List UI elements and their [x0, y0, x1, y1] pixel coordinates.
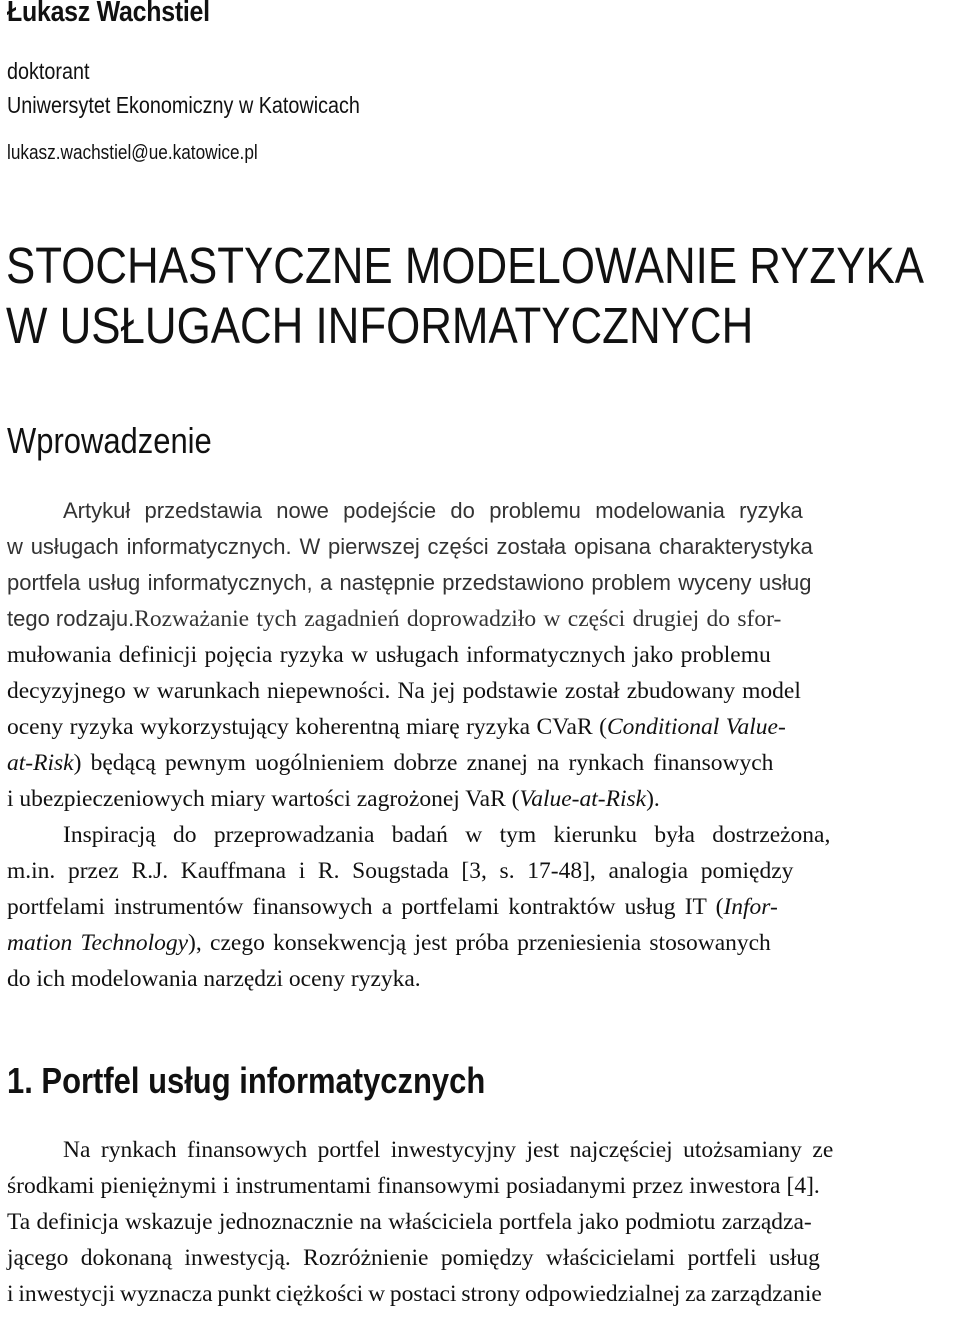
section-1-text-line: Na rynkach finansowych portfel inwestycyjny jest najczęściej utożsamiany ze — [63, 1137, 834, 1163]
section-1-text-line: Ta definicja wskazuje jednoznacznie na właściciela portfela jako podmiotu zarządza- — [7, 1209, 812, 1235]
article-title-line-2: W USŁUGACH INFORMATYCZNYCH — [6, 297, 754, 354]
intro-heading: Wprowadzenie — [7, 420, 212, 461]
intro-text-line: tego rodzaju. — [7, 606, 135, 631]
section-1-text-line: środkami pieniężnymi i instrumentami finansowymi posiadanymi przez inwestora [4]. — [7, 1173, 820, 1199]
intro-text-line: mation Technology), czego konsekwencją jest próba przeniesienia stosowanych — [7, 930, 771, 956]
intro-text-line: at-Risk) będącą pewnym uogólnieniem dobrze znanej na rynkach finansowych — [7, 750, 774, 776]
intro-text-line: oceny ryzyka wykorzystujący koherentną miarę ryzyka CVaR (Conditional Value- — [7, 714, 786, 740]
section-1-text-line: jącego dokonaną inwestycją. Rozróżnienie pomiędzy właścicielami portfeli usług — [7, 1245, 820, 1271]
section-1-paragraph — [7, 1132, 955, 1312]
intro-text-line: Artykuł przedstawia nowe podejście do problemu modelowania ryzyka — [63, 498, 803, 523]
intro-text-line: decyzyjnego w warunkach niepewności. Na jej podstawie został zbudowany model — [7, 678, 801, 704]
intro-text-line: portfelami instrumentów finansowych a portfelami kontraktów usług IT (Infor- — [7, 894, 778, 920]
intro-paragraph — [7, 493, 955, 997]
author-university: Uniwersytet Ekonomiczny w Katowicach — [7, 92, 360, 118]
intro-text-line: Inspiracją do przeprowadzania badań w tym kierunku była dostrzeżona, — [63, 822, 831, 848]
section-1-text-line: i inwestycji wyznacza punkt ciężkości w postaci strony odpowiedzialnej za zarządzanie — [7, 1281, 822, 1307]
intro-text-line: Rozważanie tych zagadnień doprowadziło w części drugiej do sfor- — [134, 606, 782, 632]
author-role: doktorant — [7, 58, 90, 84]
intro-text-line: do ich modelowania narzędzi oceny ryzyka. — [7, 966, 421, 992]
article-title — [6, 236, 924, 356]
author-email: lukasz.wachstiel@ue.katowice.pl — [7, 142, 258, 164]
intro-text-line: i ubezpieczeniowych miary wartości zagrożonej VaR (Value-at-Risk). — [7, 786, 660, 812]
intro-text-line: portfela usług informatycznych, a następnie przedstawiono problem wyceny usług — [7, 570, 812, 595]
author-name: Łukasz Wachstiel — [7, 0, 210, 28]
intro-text-line: m.in. przez R.J. Kauffmana i R. Sougstada [3, s. 17-48], analogia pomiędzy — [7, 858, 794, 884]
intro-text-line: mułowania definicji pojęcia ryzyka w usługach informatycznych jako problemu — [7, 642, 771, 668]
article-title-line-1: STOCHASTYCZNE MODELOWANIE RYZYKA — [6, 237, 924, 294]
section-1-heading: 1. Portfel usług informatycznych — [7, 1060, 486, 1101]
intro-text-line: w usługach informatycznych. W pierwszej części została opisana charakterystyka — [7, 534, 813, 559]
